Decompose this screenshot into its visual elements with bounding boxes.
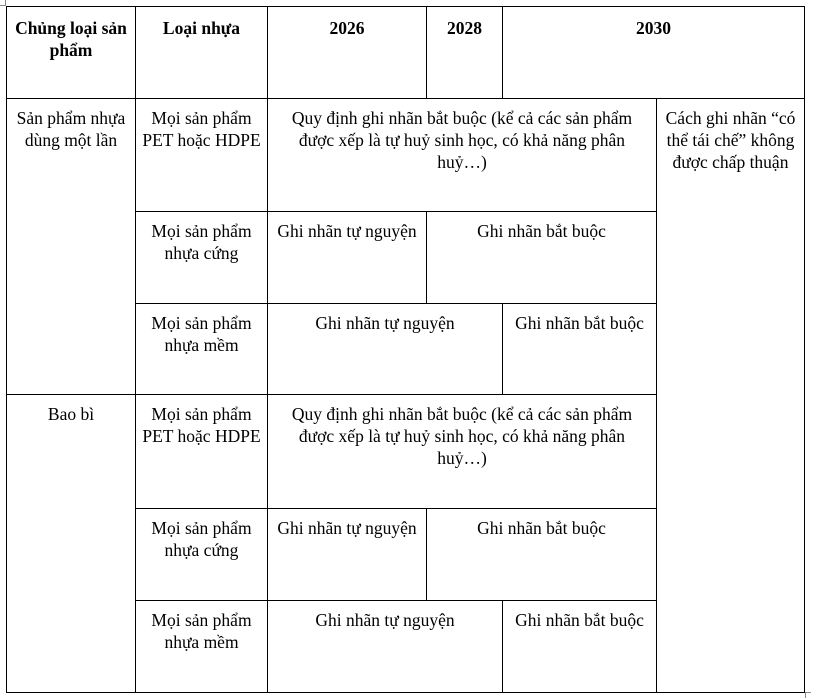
plastic-type-cell: Mọi sản phẩm nhựa cứng — [136, 509, 268, 601]
voluntary-labeling-cell: Ghi nhãn tự nguyện — [268, 601, 503, 693]
page-corner-mark — [805, 692, 811, 698]
header-row — [7, 7, 805, 99]
voluntary-labeling-cell: Ghi nhãn tự nguyện — [268, 212, 427, 304]
plastic-type-cell: Mọi sản phẩm nhựa mềm — [136, 304, 268, 395]
mandatory-labeling-cell: Quy định ghi nhãn bắt buộc (kể cả các sản phẩm được xếp là tự huỷ sinh học, có khả năng phân huỷ…) — [268, 99, 657, 212]
mandatory-labeling-cell: Ghi nhãn bắt buộc — [427, 509, 657, 601]
header-plastic-type: Loại nhựa — [136, 7, 268, 99]
mandatory-labeling-cell: Ghi nhãn bắt buộc — [503, 304, 657, 395]
not-approved-note-cell: Cách ghi nhãn “có thể tái chế” không được chấp thuận — [657, 99, 805, 693]
header-year-2030: 2030 — [503, 7, 805, 99]
header-year-2028: 2028 — [427, 7, 503, 99]
plastic-type-cell: Mọi sản phẩm nhựa cứng — [136, 212, 268, 304]
mandatory-labeling-cell: Quy định ghi nhãn bắt buộc (kể cả các sản phẩm được xếp là tự huỷ sinh học, có khả năng phân huỷ…) — [268, 395, 657, 509]
labeling-schedule-table — [6, 6, 805, 693]
mandatory-labeling-cell: Ghi nhãn bắt buộc — [427, 212, 657, 304]
plastic-type-cell: Mọi sản phẩm nhựa mềm — [136, 601, 268, 693]
plastic-type-cell: Mọi sản phẩm PET hoặc HDPE — [136, 99, 268, 212]
header-year-2026: 2026 — [268, 7, 427, 99]
header-category: Chủng loại sản phẩm — [7, 7, 136, 99]
plastic-type-cell: Mọi sản phẩm PET hoặc HDPE — [136, 395, 268, 509]
category-cell: Bao bì — [7, 395, 136, 693]
voluntary-labeling-cell: Ghi nhãn tự nguyện — [268, 304, 503, 395]
mandatory-labeling-cell: Ghi nhãn bắt buộc — [503, 601, 657, 693]
table-row — [7, 99, 805, 212]
category-cell: Sản phẩm nhựa dùng một lần — [7, 99, 136, 395]
voluntary-labeling-cell: Ghi nhãn tự nguyện — [268, 509, 427, 601]
